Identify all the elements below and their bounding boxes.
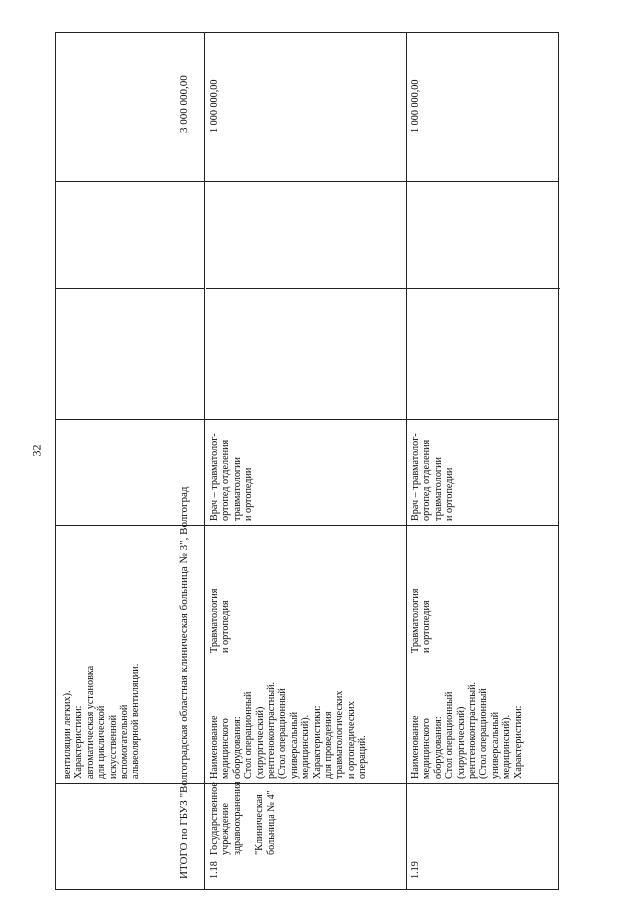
text-line: медицинский). [300, 714, 312, 779]
text-line: медицинского [220, 718, 232, 779]
text-line: операций. [357, 735, 369, 779]
text-line: Травматология [209, 588, 220, 653]
text-line: для циклической [96, 705, 108, 779]
text-line: универсальный [288, 711, 300, 779]
text-line: оборудования: [231, 716, 243, 779]
text-line: Наименование [209, 715, 220, 779]
text-line: автоматическая установка [84, 665, 96, 779]
text-line: Государственное [209, 782, 220, 855]
row-divider [56, 288, 204, 289]
column-divider [204, 33, 205, 889]
text-line: и ортопедии [243, 467, 255, 521]
text-line: и ортопедия [220, 600, 232, 653]
text-line: и ортопедия [421, 600, 433, 653]
total-amount: 3 000 000,00 [178, 75, 190, 133]
text-line: Травматология [410, 588, 421, 653]
text-line [243, 781, 254, 855]
text-line: ортопед отделения [220, 439, 232, 521]
text-line: травматологии [432, 457, 444, 521]
text-line: искусственной [107, 714, 119, 779]
text-line: Врач – травматолог- [410, 433, 421, 521]
specialty-cell [209, 589, 232, 654]
specialty-cell [410, 589, 433, 654]
text-line: рентгеноконтрастный. [467, 681, 479, 779]
row-number: 1.18 [209, 861, 220, 879]
text-line: рентгеноконтрастный. [266, 681, 278, 779]
page-number: 32 [29, 444, 44, 457]
text-line: травматологических [334, 690, 346, 779]
text-line: травматологии [231, 457, 243, 521]
position-cell [410, 433, 456, 521]
text-line: вспомогательной [119, 704, 131, 779]
equipment-cell [209, 682, 369, 779]
equipment-cell [410, 682, 524, 779]
row-divider [56, 419, 558, 420]
text-line: (хирургический) [455, 706, 467, 779]
row-divider [56, 525, 558, 526]
text-line: вентиляции легких). [62, 690, 73, 779]
text-line: (Стол операционный [277, 688, 289, 779]
column-divider [406, 33, 407, 889]
text-line: и ортопедических [345, 701, 357, 779]
text-line: ортопед отделения [421, 439, 433, 521]
text-line: Стол операционный [444, 691, 456, 779]
text-line: (Стол операционный [478, 688, 490, 779]
text-line: Характеристики: [311, 705, 323, 779]
position-cell [209, 433, 255, 521]
row-divider [206, 288, 560, 289]
row-divider [56, 783, 558, 784]
text-line: и ортопедии [444, 467, 456, 521]
text-line: для проведения [323, 711, 335, 779]
text-line: Стол операционный [243, 691, 255, 779]
text-line: Наименование [410, 715, 421, 779]
text-line: (хирургический) [254, 706, 266, 779]
text-line: учреждение [220, 802, 232, 855]
amount-cell: 1 000 000,00 [209, 79, 220, 133]
text-line: "Клиническая [254, 794, 266, 855]
row-divider [56, 181, 558, 182]
text-line: медицинского [421, 718, 433, 779]
total-label: ИТОГО по ГБУЗ "Волгоградская областная клиническая больница № 3", Волгоград [178, 486, 190, 879]
text-line: оборудования: [432, 716, 444, 779]
landscape-table [55, 32, 559, 890]
text-line: медицинский). [501, 714, 513, 779]
text-line: универсальный [489, 711, 501, 779]
text-line: здравоохранения [231, 781, 243, 855]
amount-cell: 1 000 000,00 [410, 79, 421, 133]
row-number: 1.19 [410, 861, 421, 879]
text-line: Характеристики: [512, 705, 524, 779]
institution-cell [209, 781, 277, 855]
text-line: больница № 4" [265, 790, 277, 855]
text-line: Врач – травматолог- [209, 433, 220, 521]
cont-equipment-cell [62, 664, 142, 779]
text-line: альвеолярной вентиляции. [130, 663, 142, 779]
text-line: Характеристики: [73, 705, 85, 779]
